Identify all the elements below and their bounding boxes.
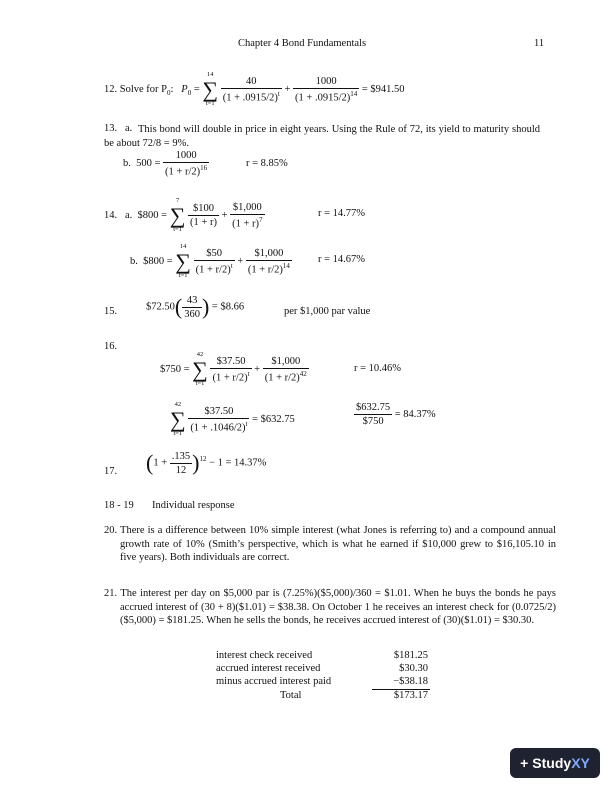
chapter-title: Chapter 4 Bond Fundamentals: [238, 38, 367, 49]
problem-13a-label: a.: [125, 123, 133, 134]
problem-14b: b. $800 = 14 ∑ t=1 $\frac{\$50}{(1 + r/2)^t}$ + $\frac{\$1,000}{(1 + r/2)^{14}}$: [130, 243, 290, 279]
problem-12-colon: :: [170, 83, 174, 95]
problem-13b: b. 500 = $\frac{1000}{(1 + r/2)^{16}}$: [123, 150, 208, 178]
problem-12-label: 12. Solve for P: [104, 83, 167, 95]
sum-14a: 7 ∑ t=1: [169, 197, 186, 233]
plus-icon: +: [520, 755, 529, 771]
problem-16-result: r = 10.46%: [354, 363, 402, 374]
table-row-label: accrued interest received: [216, 663, 321, 674]
problem-14a-result: r = 14.77%: [318, 208, 366, 219]
table-row-label: Total: [280, 690, 302, 701]
problem-16-ratio: $\frac{\$632.75}{\$750}$ = 84.37%: [356, 402, 436, 427]
table-row-label: minus accrued interest paid: [216, 676, 332, 687]
problem-14a: 14. a. $800 = 7 ∑ t=1 $\frac{\$100}{(1 + r)}$ + $\frac{\$1,000}{(1 + r)^7}$: [104, 197, 263, 233]
problem-12-lhs: P: [181, 83, 188, 95]
problem-15-label: 15.: [104, 306, 118, 317]
problem-13a-text: This bond will double in price in eight years. Using the Rule of 72, its yield to maturity should be about 72/8 = 9%.: [104, 124, 540, 149]
problem-17-label: 17.: [104, 466, 118, 477]
problem-20-text: 20. There is a difference between 10% simple interest (what Jones is referring to) and a compound annual growth rate of 10% (Smith’s perspective, which is what he earned if $10,000 grew to $16,105.10 in five years). Both individuals are correct.: [104, 525, 556, 563]
studyxy-badge[interactable]: + StudyXY: [510, 748, 600, 778]
table-row-value: −$38.18: [393, 676, 428, 687]
problem-21-text: 21. The interest per day on $5,000 par is (7.25%)($5,000)/360 = $1.01. When he buys the bonds he pays accrued interest of (30 + 8)($1.01) = $38.38. On October 1 he receives an interest check for (0.0725/2)($5,000) = $181.25. When he sells the bonds, he receives accrued interest of (30)($1.01) = $30.30.: [104, 588, 556, 626]
problem-12: 12. Solve for $P_0$: $P_0$ = 14 ∑ t=1 $\frac{40}{(1 + .0915/2)^t}$ + $\frac{1000}{(1 + .0915/2)^{14}}$ = $941.50: [104, 71, 405, 107]
table-row-value: $173.17: [393, 690, 428, 701]
fraction-12-b: $\frac{1000}{(1 + .0915/2)^{14}}$: [295, 75, 358, 104]
problem-18-19-text: Individual response: [152, 500, 235, 511]
sum-12: 14 ∑ t=1: [202, 71, 219, 107]
fraction-13b: $\frac{1000}{(1 + r/2)^{16}}$: [165, 150, 208, 178]
table-row-label: interest check received: [216, 650, 313, 661]
table-row-value: $181.25: [393, 650, 428, 661]
problem-12-label-sub: 0: [167, 89, 171, 97]
problem-13b-result: r = 8.85%: [246, 158, 288, 169]
page-number: 11: [534, 38, 545, 49]
fraction-12-a: $\frac{40}{(1 + .0915/2)^t}$: [222, 75, 280, 104]
problem-13-label: 13.: [104, 123, 118, 134]
problem-12-lhs-sub: 0: [187, 89, 192, 97]
problem-16-sum2: 42 ∑ t=1 $\frac{\$37.50}{(1 + .1046/2)^t}$ = $632.75: [170, 401, 295, 437]
problem-16-eq: $750 = 42 ∑ t=1 $\frac{\$37.50}{(1 + r/2)^t}$ + $\frac{\$1,000}{(1 + r/2)^{42}}$: [160, 351, 307, 387]
table-row-value: $30.30: [399, 663, 428, 674]
problem-15-eq: $72.50( $\frac{43}{360}$ ) = $8.66: [146, 294, 245, 320]
problem-15-note: per $1,000 par value: [284, 306, 371, 317]
problem-17-eq: (1 + $\frac{.135}{12}$ )$^{12}$ − 1 = 14.37%: [146, 450, 267, 476]
problem-16-label: 16.: [104, 341, 118, 352]
problem-12-result: = $941.50: [361, 83, 405, 95]
sum-14b: 14 ∑ t=1: [175, 243, 191, 279]
problem-18-19-label: 18 - 19: [104, 500, 134, 511]
problem-14b-result: r = 14.67%: [318, 254, 366, 265]
